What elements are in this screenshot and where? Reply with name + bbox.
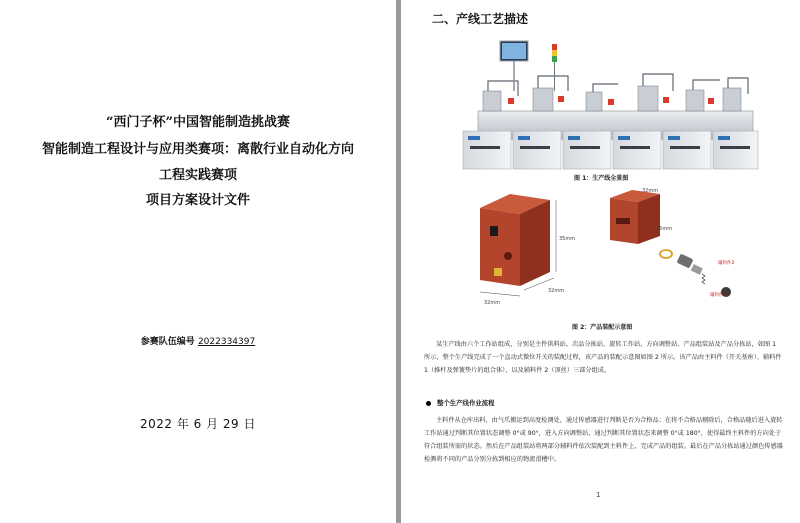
bullet-dot-icon <box>426 401 431 406</box>
bullet-workflow <box>426 398 495 407</box>
paragraph-workflow: 主料件从仓库出料，由气爪搬运到高度检测处，通过传感器进行判断是否为合格品；在将不合格品剔除后，合格品随后进入旋转工作站通过判断其位置状态调整 0°或 90°，进入方向调整站，通过判断其位置状态来调整 0°或 180°，使得最终主料件的方向处于符合组装所需的状态。然后在产品组装站将两部分辅料件依次装配到主料件上，完成产品的组装。最后在产品分拣站通过颜色传感器检测将不同的产品分别分拣到相应的物流滑槽中。 <box>424 417 783 463</box>
figure2-caption: 图 2：产品装配示意图 <box>572 324 633 331</box>
cover-page <box>0 0 396 523</box>
page-number: 1 <box>596 491 601 499</box>
cover-title-line1: “西门子杯”中国智能制造挑战赛 <box>106 115 290 130</box>
bullet-text: 整个生产线作业流程 <box>437 399 495 407</box>
fig2-label-aux1: 辅料件1 <box>710 293 727 298</box>
fig2-dim-bottom-right: 32mm <box>548 288 565 294</box>
paragraph-overview: 某生产线由六个工作站组成，分别是主件供料站、次品分拣站、旋转工作站、方向调整站、产品组装站及产品分拣站，如图 1 所示，整个生产线完成了一个直动式微位开关的装配过程，该产品的装配示意图如图 2 所示。该产品由主料件（开关基座）、辅料件 1（推杆及弹簧垫片的组合体）、以及辅料件 2（顶丝）三部分组成。 <box>424 341 782 374</box>
product-assembly-figure <box>470 186 770 316</box>
fig2-dim-height: 35mm <box>559 236 576 242</box>
figure1-caption: 图 1：生产线全景图 <box>574 175 629 182</box>
fig2-dim-top-right: 32mm <box>642 188 659 194</box>
team-number-value: 2022334397 <box>197 337 256 347</box>
team-number-label: 参赛队伍编号 <box>140 337 195 347</box>
production-line-figure <box>458 36 763 171</box>
fig2-dim-height-right: 35mm <box>656 226 673 232</box>
cover-title-line4: 项目方案设计文件 <box>145 193 250 208</box>
section-title: 二、产线工艺描述 <box>432 12 529 26</box>
cover-title-line2: 智能制造工程设计与应用类赛项：离散行业自动化方向 <box>41 142 354 157</box>
cover-date: 2022 年 6 月 29 日 <box>139 417 257 431</box>
fig2-dim-bottom-left: 32mm <box>484 300 501 306</box>
fig2-label-aux2: 辅料件2 <box>718 261 735 266</box>
cover-title-line3: 工程实践赛项 <box>158 168 237 183</box>
team-number-row <box>0 334 396 347</box>
